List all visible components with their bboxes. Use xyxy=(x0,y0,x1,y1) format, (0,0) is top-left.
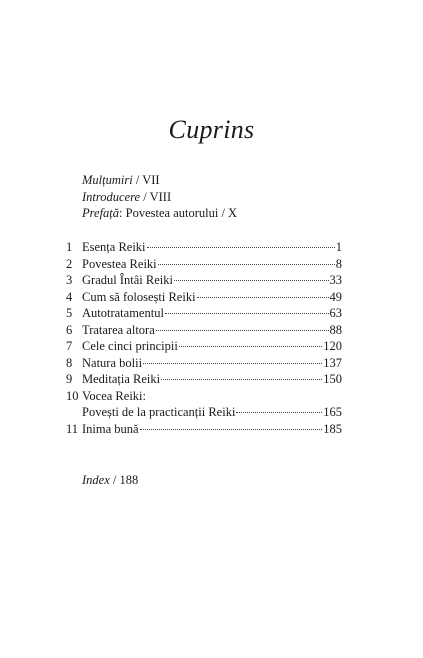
dot-leader xyxy=(143,363,322,364)
chapter-number: 1 xyxy=(66,240,73,254)
dot-leader xyxy=(158,264,335,265)
front-matter-separator: / xyxy=(132,173,143,187)
chapter-page: 120 xyxy=(323,339,342,353)
chapter-number: 4 xyxy=(66,289,73,304)
front-matter-label: Mulțumiri xyxy=(82,173,133,187)
chapter-number: 9 xyxy=(66,372,73,386)
front-matter-item xyxy=(82,172,237,189)
chapter-page: 8 xyxy=(335,256,342,271)
front-matter-page: VIII xyxy=(149,189,172,204)
chapter-page: 1 xyxy=(335,240,342,254)
front-matter-page: VII xyxy=(142,173,160,187)
index-label: Index xyxy=(82,473,110,487)
chapter-number: 3 xyxy=(66,273,73,287)
chapter-title: Cele cinci principii xyxy=(82,339,178,353)
dot-leader xyxy=(156,330,329,331)
chapter-title: Autotratamentul xyxy=(82,306,164,320)
front-matter-item xyxy=(82,205,237,222)
chapter-page: 33 xyxy=(329,273,342,287)
chapter-title: Tratarea altora xyxy=(82,322,155,337)
front-matter-page: X xyxy=(228,206,238,220)
chapter-page: 137 xyxy=(323,355,342,370)
chapter-page: 165 xyxy=(323,405,342,419)
toc-entry xyxy=(66,239,342,256)
toc-entry xyxy=(66,355,342,372)
chapter-title: Meditația Reiki xyxy=(82,372,161,386)
chapter-title: Cum să folosești Reiki xyxy=(82,289,196,304)
page-title: Cuprins xyxy=(168,115,255,144)
chapter-number: 7 xyxy=(66,339,73,353)
front-matter-separator: / xyxy=(140,189,150,204)
toc-entry xyxy=(66,289,342,306)
chapter-number: 5 xyxy=(66,306,73,320)
table-of-contents xyxy=(66,239,342,437)
dot-leader xyxy=(174,280,329,281)
chapter-number: 11 xyxy=(66,421,79,436)
index-page: 188 xyxy=(119,473,139,487)
front-matter-label: Introducere xyxy=(82,189,141,204)
chapter-title: Povestea Reiki xyxy=(82,256,157,271)
dot-leader xyxy=(147,247,335,248)
chapter-page: 185 xyxy=(323,421,342,436)
dot-leader xyxy=(197,297,329,298)
chapter-title: Esența Reiki xyxy=(82,240,146,254)
chapter-number: 8 xyxy=(66,355,73,370)
toc-entry xyxy=(66,305,342,322)
toc-entry xyxy=(66,404,342,421)
chapter-number: 10 xyxy=(66,388,79,403)
front-matter-label: Prefață xyxy=(82,206,120,220)
chapter-number: 6 xyxy=(66,322,73,337)
dot-leader xyxy=(179,346,322,347)
chapter-page: 150 xyxy=(323,372,342,386)
index-separator: / xyxy=(109,473,120,487)
chapter-title: Natura bolii xyxy=(82,355,143,370)
toc-entry xyxy=(66,371,342,388)
front-matter-separator: : Povestea autorului / xyxy=(119,206,229,220)
dot-leader xyxy=(165,313,329,314)
toc-entry xyxy=(66,388,342,405)
chapter-number: 2 xyxy=(66,256,73,271)
chapter-title: Povești de la practicanții Reiki xyxy=(82,405,236,419)
dot-leader xyxy=(236,412,322,413)
front-matter xyxy=(82,172,237,222)
toc-entry xyxy=(66,256,342,273)
chapter-title: Vocea Reiki: xyxy=(82,388,146,403)
toc-entry xyxy=(66,421,342,438)
toc-entry xyxy=(66,272,342,289)
chapter-title: Inima bună xyxy=(82,421,139,436)
front-matter-item xyxy=(82,189,237,206)
chapter-page: 49 xyxy=(329,289,342,304)
index-entry xyxy=(82,472,138,489)
toc-entry xyxy=(66,338,342,355)
dot-leader xyxy=(161,379,322,380)
chapter-page: 88 xyxy=(329,322,342,337)
chapter-page: 63 xyxy=(329,306,342,320)
toc-entry xyxy=(66,322,342,339)
dot-leader xyxy=(140,429,323,430)
chapter-title: Gradul Întâi Reiki xyxy=(82,273,173,287)
